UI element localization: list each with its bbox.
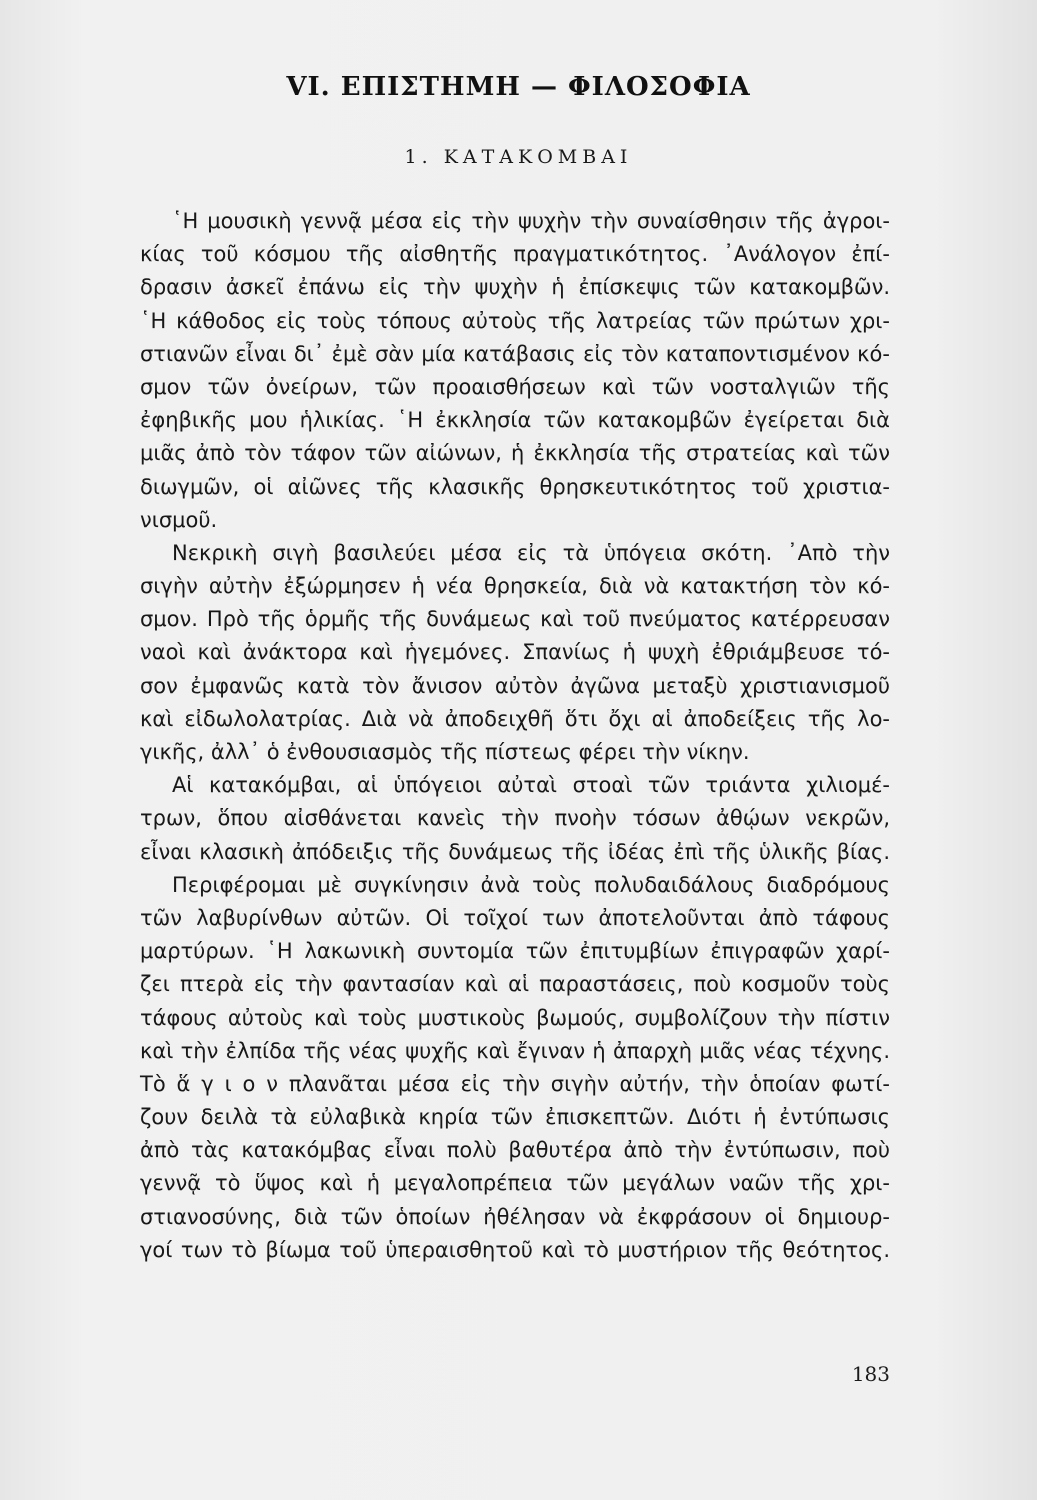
text-line: διωγμῶν, οἱ αἰῶνες τῆς κλασικῆς θρησκευτικότητος τοῦ χριστια- [140,474,890,499]
text-line: μιᾶς ἀπὸ τὸν τάφον τῶν αἰώνων, ἡ ἐκκλησία τῆς στρατείας καὶ τῶν [140,441,890,466]
text-line: τῶν λαβυρίνθων αὐτῶν. Οἱ τοῖχοί των ἀποτελοῦνται ἀπὸ τάφους [140,905,890,930]
page-number: 183 [851,1362,890,1386]
text-line: καὶ τὴν ἐλπίδα τῆς νέας ψυχῆς καὶ ἔγιναν ἡ ἀπαρχὴ μιᾶς νέας τέχνης. [140,1038,890,1063]
text-line: μαρτύρων. ῾Η λακωνικὴ συντομία τῶν ἐπιτυμβίων ἐπιγραφῶν χαρί- [140,939,890,964]
text-line: ῾Η μουσικὴ γεννᾷ μέσα εἰς τὴν ψυχὴν τὴν συναίσθησιν τῆς ἀγροι- [172,209,890,233]
text-line: γεννᾷ τὸ ὕψος καὶ ἡ μεγαλοπρέπεια τῶν μεγάλων ναῶν τῆς χρι- [140,1171,890,1196]
text-line: ζουν δειλὰ τὰ εὐλαβικὰ κηρία τῶν ἐπισκεπτῶν. Διότι ἡ ἐντύπωσις [140,1105,890,1130]
text-line: σμον τῶν ὀνείρων, τῶν προαισθήσεων καὶ τῶν νοσταλγιῶν τῆς [140,374,890,399]
text-line: καὶ εἰδωλολατρίας. Διὰ νὰ ἀποδειχθῆ ὅτι ὄχι αἱ ἀποδείξεις τῆς λο- [140,706,890,731]
text-line: στιανοσύνης, διὰ τῶν ὁποίων ἠθέλησαν νὰ ἐκφράσουν οἱ δημιουρ- [140,1204,890,1229]
section-title: 1. ΚΑΤΑΚΟΜΒΑΙ [404,146,633,168]
text-line: σιγὴν αὐτὴν ἐξώρμησεν ἡ νέα θρησκεία, διὰ νὰ κατακτήση τὸν κό- [140,574,890,599]
text-line: κίας τοῦ κόσμου τῆς αἰσθητῆς πραγματικότητος. ᾿Ανάλογον ἐπί- [140,242,890,267]
text-line: Αἱ κατακόμβαι, αἱ ὑπόγειοι αὐταὶ στοαὶ τῶν τριάντα χιλιομέ- [172,773,890,798]
chapter-title: VI. ΕΠΙΣΤΗΜΗ — ΦΙΛΟΣΟΦΙΑ [286,72,751,102]
text-line: ἀπὸ τὰς κατακόμβας εἶναι πολὺ βαθυτέρα ἀπὸ τὴν ἐντύπωσιν, ποὺ [140,1138,890,1163]
text-line: τρων, ὅπου αἰσθάνεται κανεὶς τὴν πνοὴν τόσων ἀθῴων νεκρῶν, [140,806,890,831]
text-line: στιανῶν εἶναι δι᾿ ἐμὲ σὰν μία κατάβασις εἰς τὸν καταποντισμένον κό- [140,341,890,366]
text-line: εἶναι κλασικὴ ἀπόδειξις τῆς δυνάμεως τῆς ἰδέας ἐπὶ τῆς ὑλικῆς βίας. [140,839,890,864]
text-line: Περιφέρομαι μὲ συγκίνησιν ἀνὰ τοὺς πολυδαιδάλους διαδρόμους [172,872,890,897]
text-line: ῾Η κάθοδος εἰς τοὺς τόπους αὐτοὺς τῆς λατρείας τῶν πρώτων χρι- [140,308,890,333]
body-text [140,205,890,1267]
paragraph-1 [140,205,890,537]
paragraph-4 [140,869,890,1267]
text-line: νισμοῦ. [140,507,218,532]
text-line: ναοὶ καὶ ἀνάκτορα καὶ ἡγεμόνες. Σπανίως ἡ ψυχὴ ἐθριάμβευσε τό- [140,640,890,665]
text-line: ζει πτερὰ εἰς τὴν φαντασίαν καὶ αἱ παραστάσεις, ποὺ κοσμοῦν τοὺς [140,972,890,997]
text-line: γοί των τὸ βίωμα τοῦ ὑπεραισθητοῦ καὶ τὸ μυστήριον τῆς θεότητος. [140,1237,890,1262]
text-line: σμον. Πρὸ τῆς ὁρμῆς τῆς δυνάμεως καὶ τοῦ πνεύματος κατέρρευσαν [140,607,890,632]
text-line: σον ἐμφανῶς κατὰ τὸν ἄνισον αὐτὸν ἀγῶνα μεταξὺ χριστιανισμοῦ [140,673,890,698]
text-line: Νεκρικὴ σιγὴ βασιλεύει μέσα εἰς τὰ ὑπόγεια σκότη. ᾿Απὸ τὴν [172,540,890,565]
text-line: δρασιν ἀσκεῖ ἐπάνω εἰς τὴν ψυχὴν ἡ ἐπίσκεψις τῶν κατακομβῶν. [140,275,890,300]
text-line: τάφους αὐτοὺς καὶ τοὺς μυστικοὺς βωμούς, συμβολίζουν τὴν πίστιν [140,1005,890,1030]
text-line: γικῆς, ἀλλ᾿ ὁ ἐνθουσιασμὸς τῆς πίστεως φέρει τὴν νίκην. [140,740,750,764]
paragraph-2 [140,537,890,769]
text-line: Τὸ ἅ γ ι ο ν πλανᾶται μέσα εἰς τὴν σιγὴν αὐτήν, τὴν ὁποίαν φωτί- [140,1071,890,1096]
text-line: ἐφηβικῆς μου ἡλικίας. ῾Η ἐκκλησία τῶν κατακομβῶν ἐγείρεται διὰ [140,408,890,433]
paragraph-3 [140,769,890,869]
